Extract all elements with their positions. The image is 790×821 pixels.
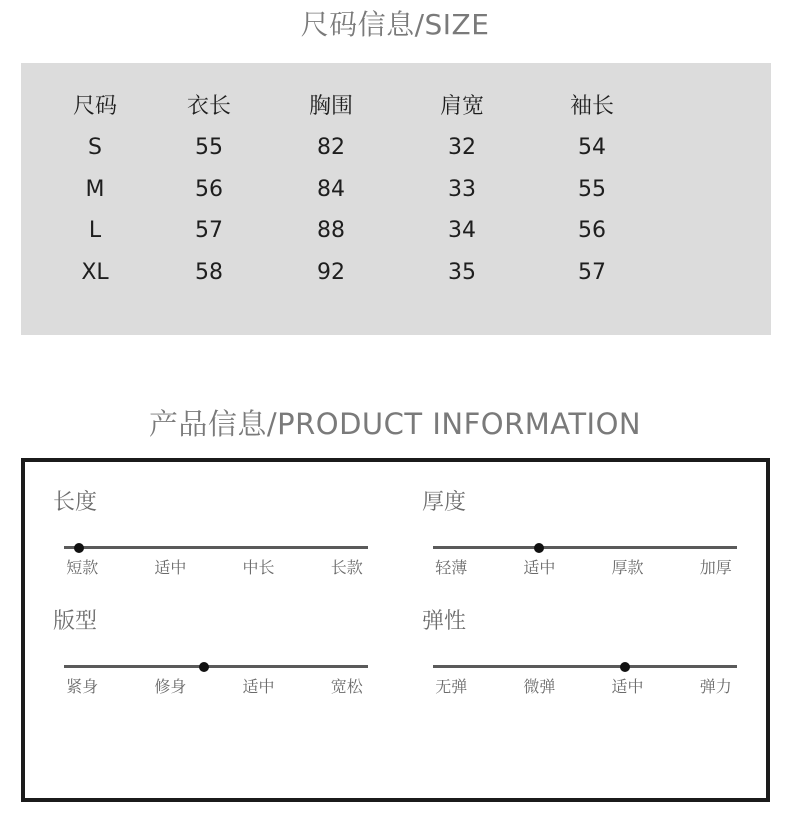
attribute-scale-marker bbox=[620, 662, 630, 672]
size-header-cell: 尺码 bbox=[72, 94, 118, 119]
size-table-cell: L bbox=[88, 218, 102, 243]
attribute-scale-track bbox=[64, 665, 368, 668]
size-header-cell: 袖长 bbox=[569, 94, 615, 119]
attribute-option-label: 紧身 bbox=[66, 677, 99, 696]
size-table-cell: 33 bbox=[448, 177, 476, 202]
attribute-option-label: 厚款 bbox=[611, 558, 644, 577]
attribute-option-label: 加厚 bbox=[699, 558, 732, 577]
attribute-option-label: 适中 bbox=[523, 558, 556, 577]
size-table-cell: 32 bbox=[448, 135, 476, 160]
attribute-label: 版型 bbox=[53, 609, 98, 634]
size-table-cell: 57 bbox=[578, 260, 606, 285]
size-header-cell: 胸围 bbox=[308, 94, 354, 119]
size-table-cell: 58 bbox=[195, 260, 223, 285]
size-table-cell: 88 bbox=[317, 218, 345, 243]
attribute-option-label: 适中 bbox=[242, 677, 275, 696]
size-table-cell: 34 bbox=[448, 218, 476, 243]
attribute-label: 长度 bbox=[53, 490, 98, 515]
size-table-cell: 35 bbox=[448, 260, 476, 285]
attribute-scale-marker bbox=[534, 543, 544, 553]
size-table-panel bbox=[21, 63, 771, 335]
attribute-option-label: 宽松 bbox=[330, 677, 363, 696]
attribute-option-label: 适中 bbox=[611, 677, 644, 696]
attribute-label: 厚度 bbox=[422, 490, 467, 515]
size-section-title: 尺码信息/SIZE bbox=[300, 8, 490, 41]
attribute-option-label: 适中 bbox=[154, 558, 187, 577]
size-table-cell: XL bbox=[81, 260, 109, 285]
size-table-cell: 54 bbox=[578, 135, 606, 160]
product-info-title: 产品信息/PRODUCT INFORMATION bbox=[148, 407, 642, 441]
attribute-option-label: 长款 bbox=[330, 558, 363, 577]
attribute-scale-marker bbox=[74, 543, 84, 553]
attribute-option-label: 弹力 bbox=[699, 677, 732, 696]
size-table-cell: M bbox=[85, 177, 105, 202]
size-table-cell: S bbox=[88, 135, 102, 160]
attribute-option-label: 轻薄 bbox=[435, 558, 468, 577]
attribute-label: 弹性 bbox=[422, 609, 467, 634]
attribute-scale-track bbox=[433, 665, 737, 668]
attribute-scale-track bbox=[433, 546, 737, 549]
size-table-cell: 84 bbox=[317, 177, 345, 202]
size-table-cell: 56 bbox=[195, 177, 223, 202]
size-table bbox=[21, 63, 771, 335]
size-table-cell: 82 bbox=[317, 135, 345, 160]
size-table-cell: 92 bbox=[317, 260, 345, 285]
size-table-cell: 56 bbox=[578, 218, 606, 243]
size-table-cell: 57 bbox=[195, 218, 223, 243]
size-header-cell: 肩宽 bbox=[439, 94, 485, 119]
attribute-option-label: 短款 bbox=[66, 558, 99, 577]
size-table-cell: 55 bbox=[195, 135, 223, 160]
attribute-option-label: 无弹 bbox=[435, 677, 468, 696]
product-info-panel bbox=[21, 458, 770, 802]
size-table-cell: 55 bbox=[578, 177, 606, 202]
attribute-option-label: 中长 bbox=[242, 558, 275, 577]
attribute-scale-marker bbox=[199, 662, 209, 672]
attribute-option-label: 修身 bbox=[154, 677, 187, 696]
attribute-option-label: 微弹 bbox=[523, 677, 556, 696]
size-header-cell: 衣长 bbox=[186, 94, 232, 119]
attribute-scale-track bbox=[64, 546, 368, 549]
